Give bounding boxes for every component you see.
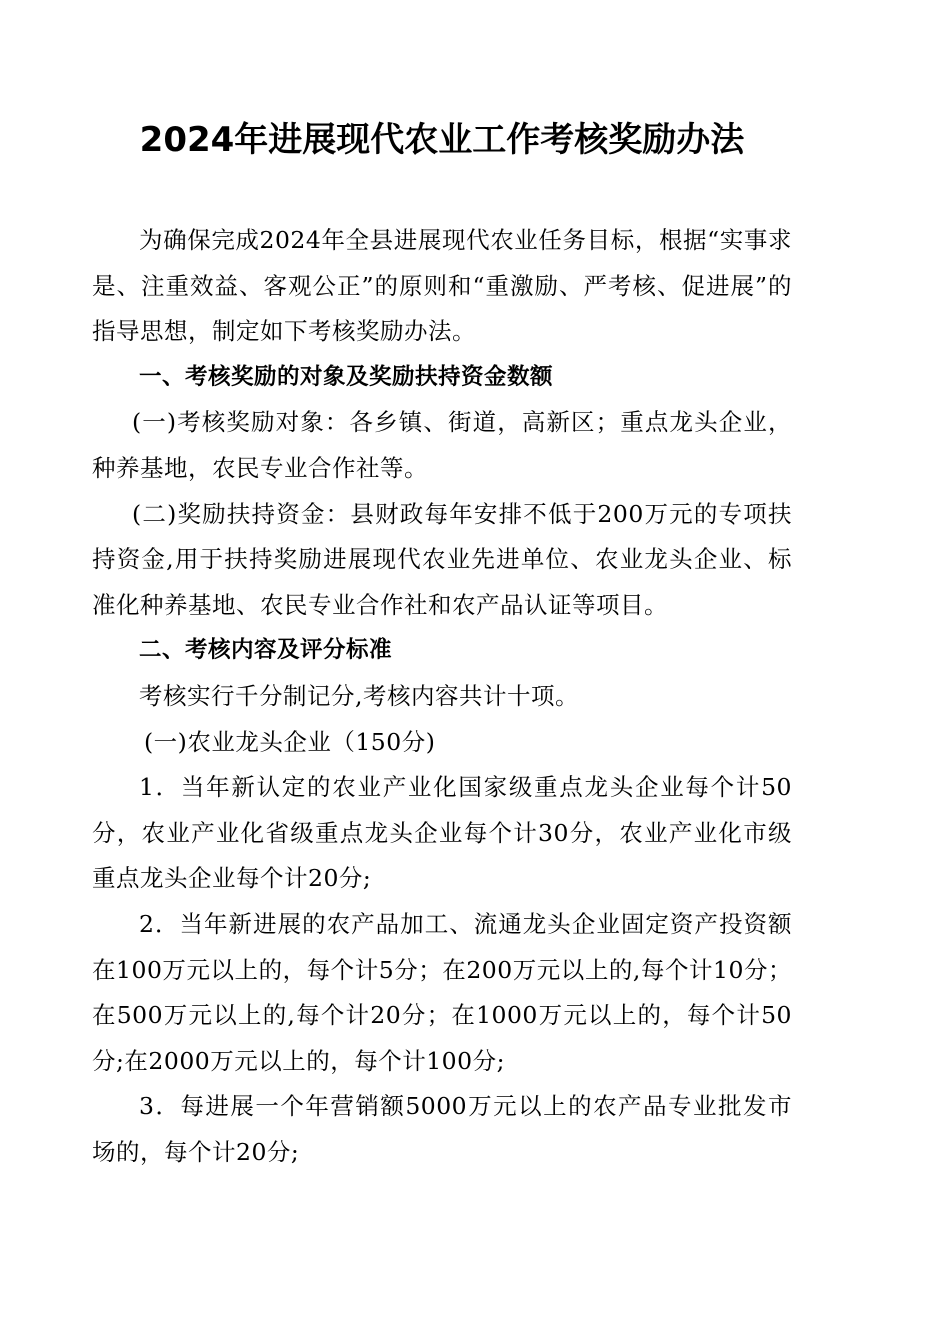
intro-paragraph: 为确保完成2024年全县进展现代农业任务目标，根据“实事求是、注重效益、客观公正”的原则和“重激励、严考核、促进展”的指导思想，制定如下考核奖励办法。 (92, 226, 792, 346)
section-1-item-2: (二)奖励扶持资金：县财政每年安排不低于200万元的专项扶持资金,用于扶持奖励进展现代农业先进单位、农业龙头企业、标准化种养基地、农民专业合作社和农产品认证等项目。 (92, 499, 792, 619)
section-2-heading: 二、考核内容及评分标准 (139, 637, 393, 664)
section-2-point-1: 1．当年新认定的农业产业化国家级重点龙头企业每个计50分，农业产业化省级重点龙头企业每个计30分，农业产业化市级重点龙头企业每个计20分; (92, 773, 792, 893)
section-2-point-3: 3．每进展一个年营销额5000万元以上的农产品专业批发市场的，每个计20分; (92, 1092, 792, 1166)
section-1-heading: 一、考核奖励的对象及奖励扶持资金数额 (139, 363, 554, 390)
document-title: 2024年进展现代农业工作考核奖励办法 (139, 120, 745, 160)
section-1-item-1: (一)考核奖励对象：各乡镇、街道，高新区；重点龙头企业，种养基地，农民专业合作社等。 (92, 408, 792, 482)
section-2-point-2: 2．当年新进展的农产品加工、流通龙头企业固定资产投资额在100万元以上的，每个计5分；在200万元以上的,每个计10分；在500万元以上的,每个计20分；在1000万元以上的，每个计50分;在2000万元以上的，每个计100分; (92, 909, 792, 1075)
section-2-summary: 考核实行千分制记分,考核内容共计十项。 (139, 681, 579, 710)
section-2-subheading-1: (一)农业龙头企业（150分) (144, 727, 436, 756)
document-page (92, 112, 792, 1175)
